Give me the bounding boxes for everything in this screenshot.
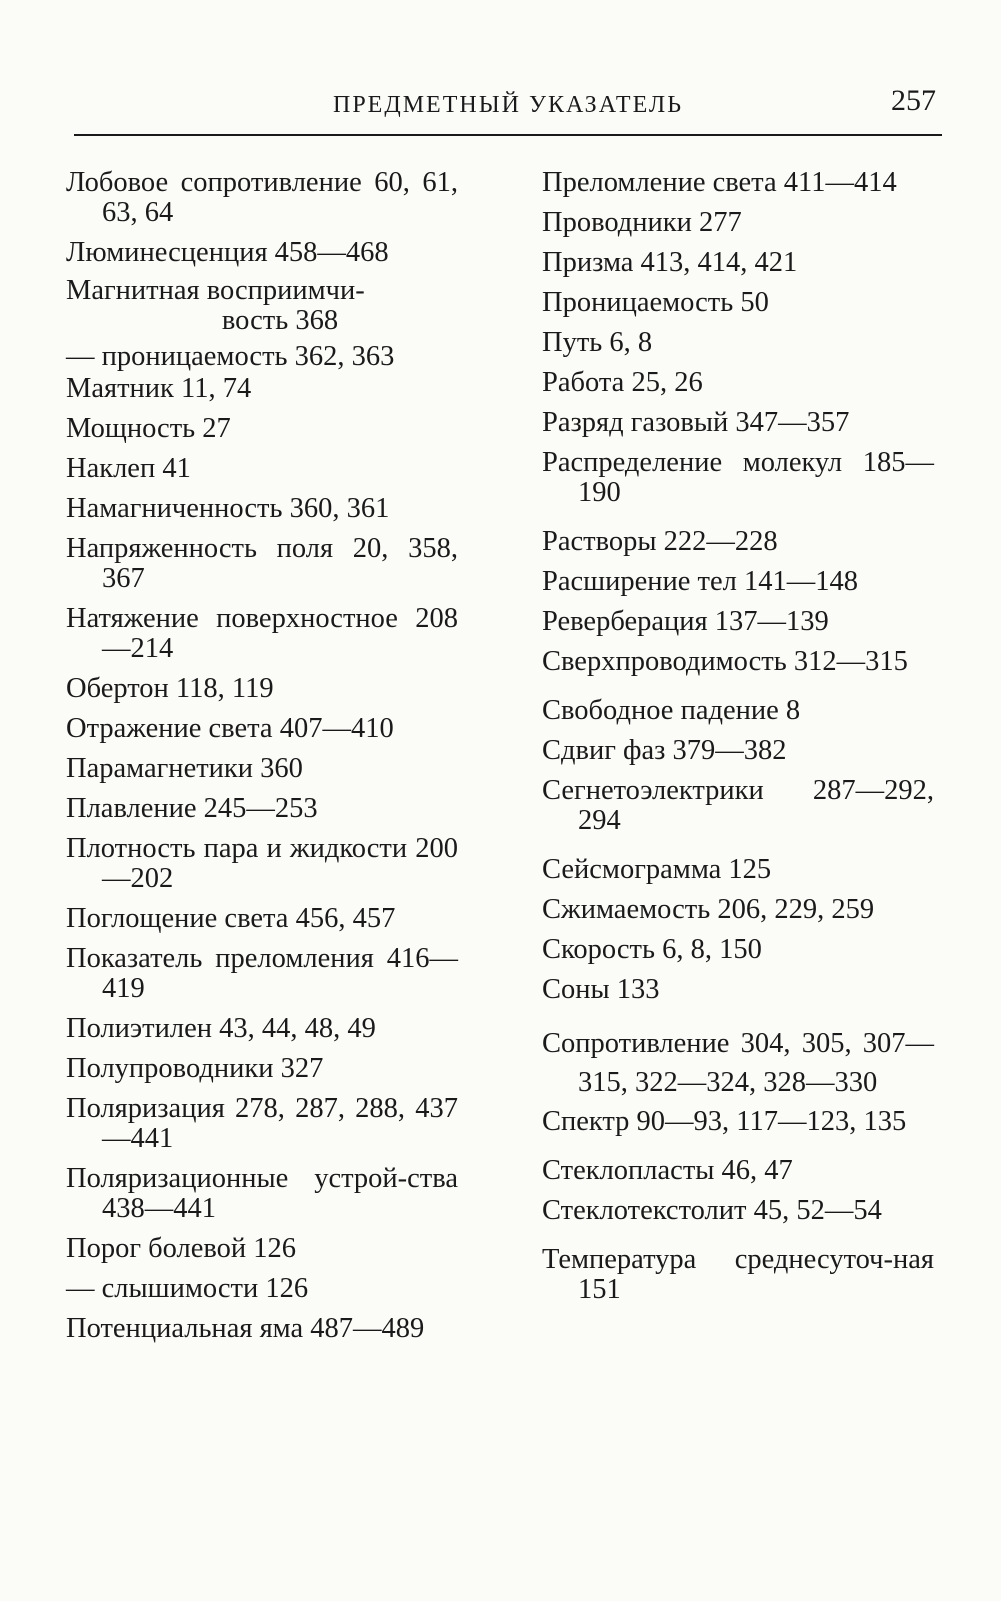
index-entry: Лобовое сопротивление 60, 61, 63, 64 [66, 167, 458, 228]
index-entry: Показатель преломления 416—419 [66, 943, 458, 1004]
index-entry: Напряженность поля 20, 358, 367 [66, 533, 458, 594]
index-entry: Парамагнетики 360 [66, 753, 303, 784]
index-entry: Порог болевой 126 [66, 1233, 297, 1264]
index-subentry: — проницаемость 362, 363 [66, 341, 395, 372]
index-entry: Разряд газовый 347—357 [542, 407, 850, 438]
index-entry: Сдвиг фаз 379—382 [542, 735, 787, 766]
index-entry: Поляризация 278, 287, 288, 437—441 [66, 1093, 458, 1154]
page-number: 257 [891, 84, 936, 117]
index-entry: Преломление света 411—414 [542, 167, 897, 198]
index-subentry: — слышимости 126 [66, 1273, 309, 1304]
index-entry: Плотность пара и жидкости 200—202 [66, 833, 458, 894]
index-entry: Спектр 90—93, 117—123, 135 [542, 1106, 907, 1137]
index-entry: Сверхпроводимость 312—315 [542, 646, 908, 677]
index-entry: Сопротивление 304, 305, 307—315, 322—324, 328—330 [542, 1028, 934, 1098]
index-entry: Отражение света 407—410 [66, 713, 394, 744]
index-entry: Свободное падение 8 [542, 695, 801, 726]
running-title: ПРЕДМЕТНЫЙ УКАЗАТЕЛЬ [332, 92, 683, 118]
index-entry: Плавление 245—253 [66, 793, 318, 824]
index-entry: Наклеп 41 [66, 453, 191, 484]
index-entry: Стеклопласты 46, 47 [542, 1155, 793, 1186]
index-entry: Расширение тел 141—148 [542, 566, 858, 597]
index-entry: Обертон 118, 119 [66, 673, 274, 704]
index-entry: Соны 133 [542, 974, 660, 1005]
index-entry: Намагниченность 360, 361 [66, 493, 390, 524]
index-entry: Распределение молекул 185—190 [542, 447, 934, 508]
index-entry: Поглощение света 456, 457 [66, 903, 396, 934]
index-entry-part: Магнитная восприимчи- [66, 275, 365, 306]
index-entry: Растворы 222—228 [542, 526, 778, 557]
page-header [74, 84, 942, 136]
index-entry: Стеклотекстолит 45, 52—54 [542, 1195, 882, 1226]
index-entry: Мощность 27 [66, 413, 231, 444]
index-entry: Проводники 277 [542, 207, 742, 238]
index-entry: Натяжение поверхностное 208—214 [66, 603, 458, 664]
index-entry: Сжимаемость 206, 229, 259 [542, 894, 875, 925]
index-column-right [542, 168, 934, 1315]
index-entry: Температура среднесуточ-ная 151 [542, 1244, 934, 1305]
index-entry: Сегнетоэлектрики 287—292, 294 [542, 775, 934, 836]
index-column-left [66, 168, 458, 1354]
index-entry: Проницаемость 50 [542, 287, 769, 318]
index-entry: Призма 413, 414, 421 [542, 247, 798, 278]
index-entry-continuation: вость 368 [221, 305, 339, 336]
index-entry: Работа 25, 26 [542, 367, 703, 398]
index-entry: Полупроводники 327 [66, 1053, 324, 1084]
index-entry: Поляризационные устрой-ства 438—441 [66, 1163, 458, 1224]
index-entry: Сейсмограмма 125 [542, 854, 772, 885]
index-entry: Реверберация 137—139 [542, 606, 829, 637]
index-entry: Потенциальная яма 487—489 [66, 1313, 425, 1344]
index-entry: Маятник 11, 74 [66, 373, 252, 404]
index-entry: Путь 6, 8 [542, 327, 653, 358]
index-entry: Люминесценция 458—468 [66, 237, 389, 268]
index-entry: Скорость 6, 8, 150 [542, 934, 762, 965]
index-entry [66, 276, 458, 336]
index-entry: Полиэтилен 43, 44, 48, 49 [66, 1013, 376, 1044]
